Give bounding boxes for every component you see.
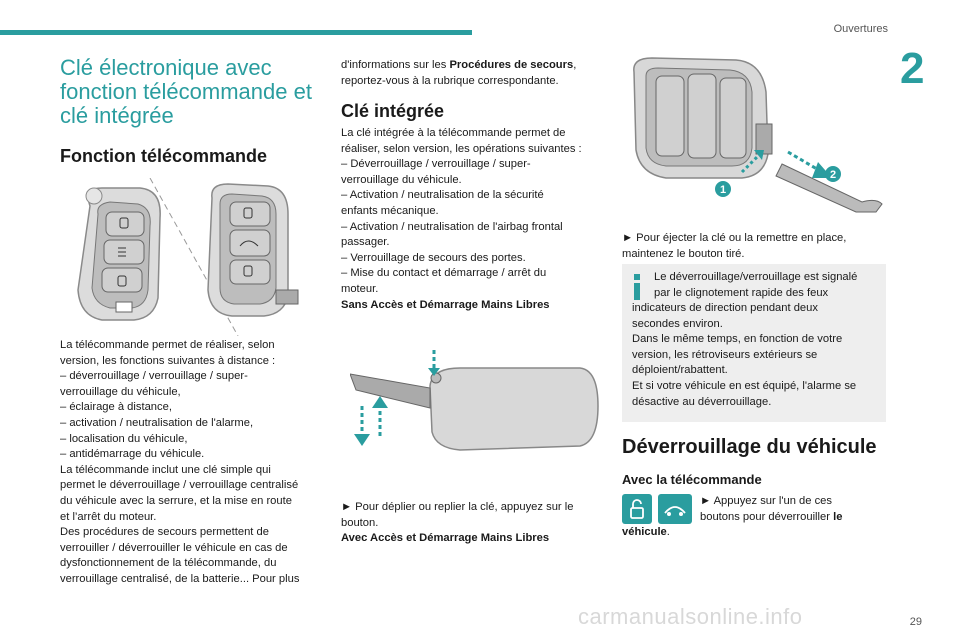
text-line: enfants mécanique. [341, 204, 439, 217]
emergency-procedures-link: Procédures de secours [449, 59, 574, 71]
text-line: – déverrouillage / verrouillage / super- [60, 370, 248, 383]
unlock-step-end [622, 525, 886, 541]
text-line: bouton. [341, 516, 379, 529]
bold-run: le [833, 510, 843, 523]
text-line: – Verrouillage de secours des portes. [341, 251, 526, 264]
text-line: – Déverrouillage / verrouillage / super- [341, 158, 531, 171]
text-line: indicateurs de direction pendant deux [632, 302, 818, 314]
text-line: – Activation / neutralisation de l'airbag frontal [341, 220, 563, 233]
text-line: déploient/rabattent. [632, 364, 728, 377]
text-line: dysfonctionnement de la télécommande, du [60, 557, 277, 570]
text-line: verrouillage du véhicule, [60, 385, 181, 398]
bold-run: véhicule [622, 526, 667, 538]
info-icon [630, 274, 644, 300]
text-line: réaliser, selon version, les opérations suivantes : [341, 142, 582, 155]
text-line: Des procédures de secours permettent de [60, 526, 269, 539]
page-title: Clé électronique avec fonction télécommande et clé intégrée [60, 55, 312, 128]
text-line: – activation / neutralisation de l'alarme, [60, 416, 254, 429]
header-accent-bar [0, 30, 472, 35]
text-line: passager. [341, 236, 390, 249]
key-fob-right [208, 184, 298, 316]
remote-description [60, 338, 322, 588]
text-line: désactive au déverrouillage. [632, 395, 772, 408]
page-number: 29 [909, 616, 922, 628]
callout-1: 1 [719, 184, 727, 196]
text-line: permet le déverrouillage / verrouillage centralisé [60, 479, 299, 492]
section-name: Ouvertures [833, 23, 888, 35]
text-line: Dans le même temps, en fonction de votre [632, 333, 843, 346]
text-line: secondes environ. [632, 317, 723, 330]
text-line: maintenez le bouton tiré. [622, 247, 745, 260]
text-line: – éclairage à distance, [60, 401, 172, 414]
watermark: carmanualsonline.info [578, 604, 803, 629]
text-line: La télécommande permet de réaliser, selon [60, 339, 275, 351]
text-line: Le déverrouillage/verrouillage est signalé [654, 271, 858, 283]
text-line: – Activation / neutralisation de la sécurité [341, 189, 544, 202]
text-line: ► Pour déplier ou replier la clé, appuyez sur le [341, 501, 574, 513]
text-line [341, 531, 603, 547]
text-line [700, 510, 886, 526]
info-text-indented [654, 270, 882, 301]
text-line: moteur. [341, 282, 379, 295]
text-line [341, 58, 603, 74]
text-line: La télécommande inclut une clé simple qui [60, 463, 271, 476]
text-line: version, les rétroviseurs extérieurs se [632, 348, 818, 361]
integrated-key-text [341, 126, 603, 313]
text-line: par le clignotement rapide des feux [654, 286, 829, 299]
unlock-button-icon [622, 494, 652, 524]
callout-2: 2 [829, 169, 837, 181]
text-run: d'informations sur les [341, 59, 450, 71]
text-line: ► Pour éjecter la clé ou la remettre en place, [622, 232, 847, 244]
info-box [622, 264, 886, 422]
info-text [632, 301, 882, 410]
remote-keys-illustration [62, 178, 322, 336]
continuation-text [341, 58, 603, 89]
bold-label: Avec Accès et Démarrage Mains Libres [341, 532, 550, 545]
chapter-number: 2 [900, 44, 925, 93]
text-line [341, 298, 603, 314]
text-run: boutons pour déverrouiller [700, 510, 834, 523]
text-line: La clé intégrée à la télécommande permet de [341, 127, 566, 139]
text-line: verrouiller / déverrouiller le véhicule en cas de [60, 541, 288, 554]
text-line: – localisation du véhicule, [60, 432, 188, 445]
bold-label: Sans Accès et Démarrage Mains Libres [341, 298, 550, 311]
key-eject-illustration [626, 52, 888, 222]
section-heading-integrated-key: Clé intégrée [341, 101, 445, 121]
text-line: Et si votre véhicule en est équipé, l'alarme se [632, 379, 857, 392]
key-fold-illustration [350, 346, 600, 472]
fold-step [341, 500, 603, 547]
text-line: reportez-vous à la rubrique correspondante. [341, 74, 559, 87]
trunk-unlock-button-icon [658, 494, 692, 524]
text-line: ► Appuyez sur l'un de ces [700, 495, 832, 507]
text-line: verrouillage centralisé, de la batterie... Pour plus [60, 572, 300, 585]
text-line: – Mise du contact et démarrage / arrêt du [341, 267, 547, 280]
section-heading-remote: Fonction télécommande [60, 146, 268, 166]
text-run: . [666, 526, 670, 538]
key-fob-left [78, 188, 160, 320]
text-line: et l’arrêt du moteur. [60, 510, 157, 523]
unlock-step [700, 494, 886, 525]
subheading-with-remote: Avec la télécommande [622, 472, 762, 487]
text-line: du véhicule avec la serrure, et la mise en route [60, 494, 292, 507]
section-heading-unlock: Déverrouillage du véhicule [622, 436, 877, 458]
text-run: , [573, 59, 577, 71]
text-line: version, les fonctions suivantes à distance : [60, 354, 276, 367]
text-line [622, 525, 886, 541]
eject-step [622, 231, 886, 262]
text-line: verrouillage du véhicule. [341, 173, 462, 186]
text-line: – antidémarrage du véhicule. [60, 448, 205, 461]
